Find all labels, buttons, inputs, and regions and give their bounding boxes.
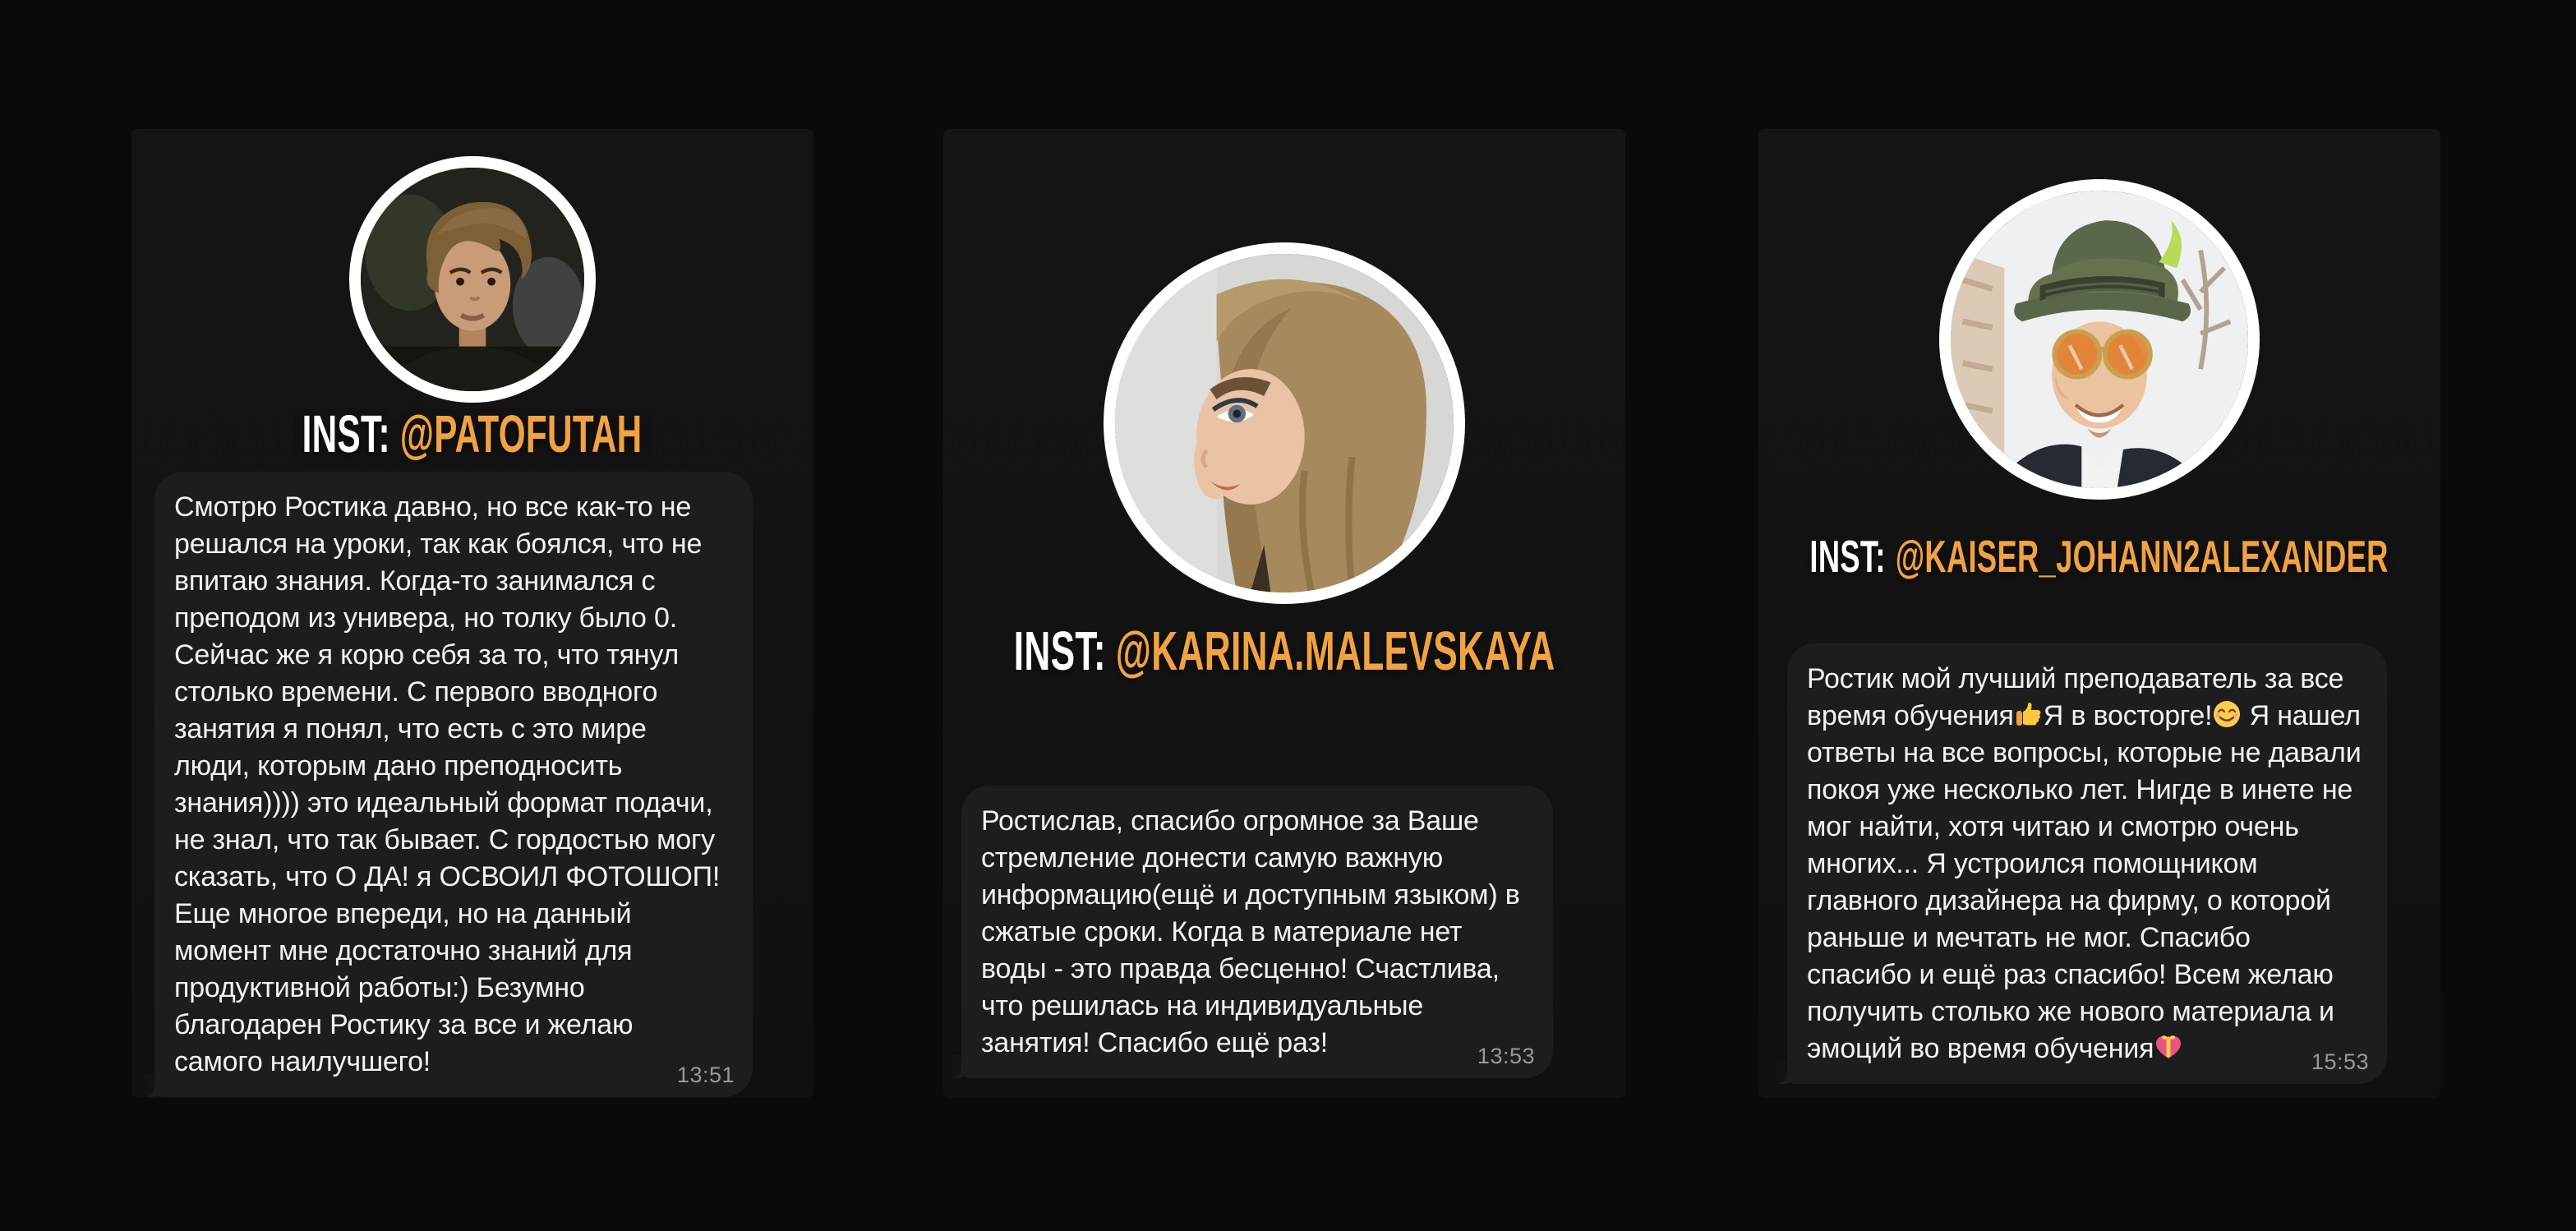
instagram-handle-1: [302, 404, 643, 463]
avatar-2: [1104, 242, 1465, 604]
woman-light-brown-hair-photo-icon: [1115, 254, 1454, 592]
testimonial-card-3: [1758, 129, 2440, 1098]
heart-with-ribbon-icon: [2154, 1032, 2183, 1062]
handle-nickname: @KAISER_JOHANN2ALEXANDER: [1896, 531, 2389, 582]
message-bubble-3: [1787, 643, 2387, 1084]
instagram-handle-row-1[interactable]: [131, 404, 813, 463]
message-text-2: Ростислав, спасибо огромное за Ваше стремление донести самую важную информацию(ещё и доступным языком) в сжатые сроки. Когда в материале нет воды - это правда бесценно! Счастлива, что решилась на индивидуальные занятия! Спасибо ещё раз!: [981, 805, 1520, 1058]
instagram-handle-2: [1013, 620, 1555, 682]
testimonial-card-1: [131, 129, 813, 1098]
man-green-hat-sunglasses-photo-icon: [1951, 191, 2248, 488]
message-bubble-1: [154, 472, 753, 1097]
message-bubble-2: [961, 786, 1553, 1078]
smiling-face-icon: [2212, 699, 2242, 729]
message-timestamp-3: 15:53: [2311, 1049, 2369, 1074]
instagram-handle-row-2[interactable]: [943, 620, 1625, 682]
handle-nickname: @KARINA.MALEVSKAYA: [1115, 620, 1555, 682]
avatar-1: [349, 156, 596, 403]
testimonial-card-2: [943, 129, 1625, 1098]
instagram-handle-row-3[interactable]: [1758, 531, 2440, 582]
message-text-1: Смотрю Ростика давно, но все как-то не решался на уроки, так как боялся, что не впитаю знания. Когда-то занимался с преподом из универа, но толку было 0. Сейчас же я корю себя за то, что тянул столько времени. С первого вводного занятия я понял, что есть с это мире люди, которым дано преподносить знания)))) это идеальный формат подачи, не знал, что так бывает. С гордостью могу сказать, что О ДА! я ОСВОИЛ ФОТОШОП! Еще многое впереди, но на данный момент мне достаточно знаний для продуктивной работы:) Безумно благодарен Ростику за все и желаю самого наилучшего!: [174, 491, 721, 1077]
message-text-3: Ростик мой лучший преподаватель за все время обучения Я в восторге! Я нашел ответы на все вопросы, которые не давали покоя уже несколько лет. Нигде в инете не мог найти, хотя читаю и смотрю очень многих... Я устроился помощником главного дизайнера на фирму, о которой раньше и мечтать не мог. Спасибо спасибо и ещё раз спасибо! Всем желаю получить столько же нового материала и эмоций во время обучения: [1807, 663, 2362, 1064]
handle-prefix: INST:: [1013, 620, 1106, 682]
handle-nickname: @PATOFUTAH: [400, 404, 643, 463]
handle-prefix: INST:: [1809, 531, 1887, 582]
message-timestamp-2: 13:53: [1477, 1044, 1535, 1068]
thumbs-up-icon: [2014, 699, 2044, 729]
avatar-3: [1939, 179, 2260, 500]
message-timestamp-1: 13:51: [676, 1063, 735, 1087]
young-man-messy-hair-photo-icon: [361, 168, 584, 391]
instagram-handle-3: [1809, 531, 2389, 582]
handle-prefix: INST:: [302, 404, 391, 463]
